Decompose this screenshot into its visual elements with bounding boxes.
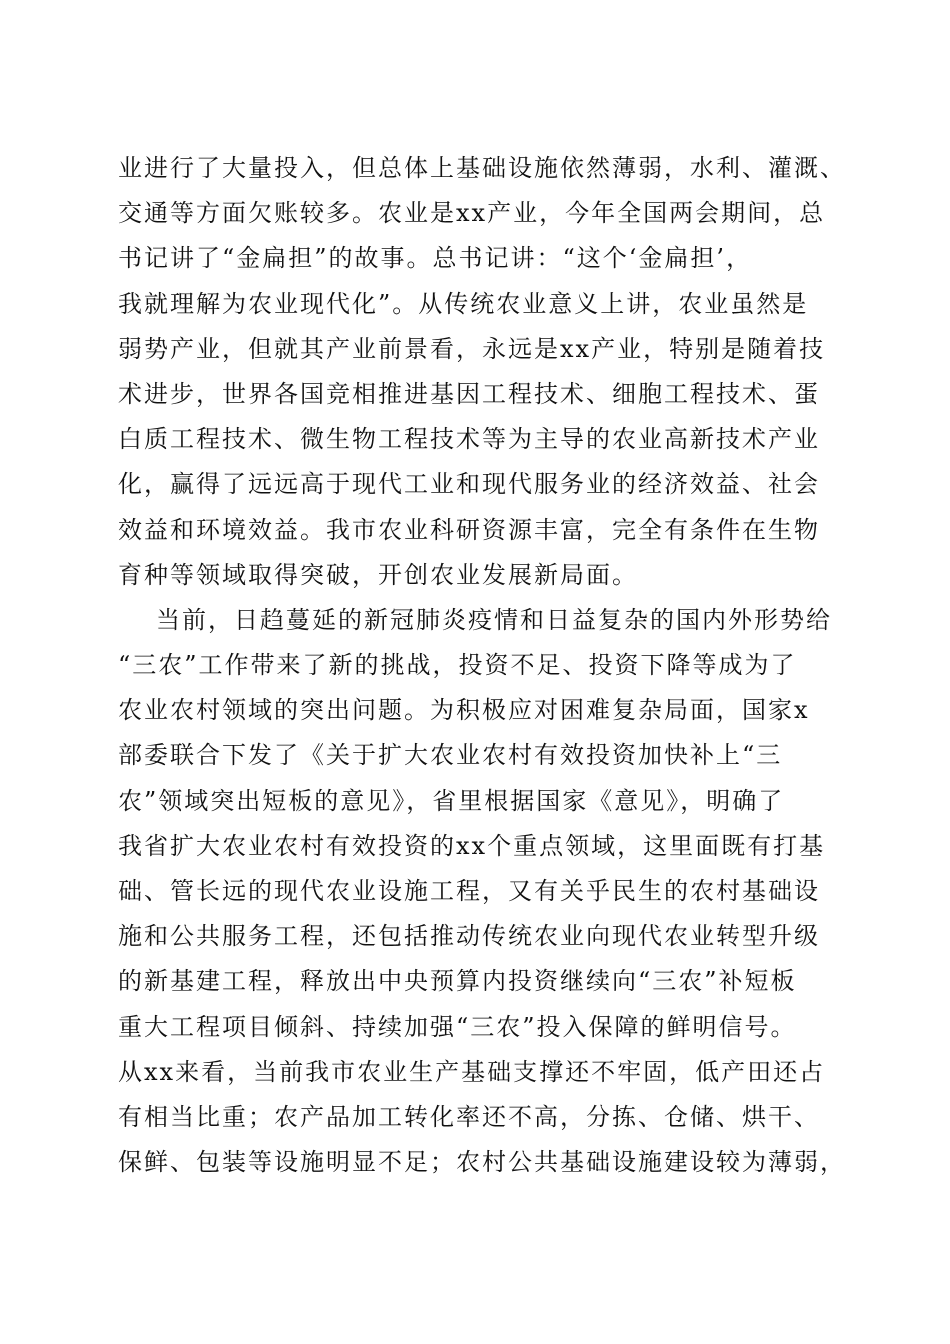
text-line: 从xx来看，当前我市农业生产基础支撑还不牢固，低产田还占 [118,1057,826,1086]
text-line: 弱势产业，但就其产业前景看，永远是xx产业，特别是随着技 [118,334,826,363]
text-line: 农业农村领域的突出问题。为积极应对困难复杂局面，国家x [118,696,810,725]
text-line: 我省扩大农业农村有效投资的xx个重点领域，这里面既有打基 [118,831,826,860]
text-line: 有相当比重；农产品加工转化率还不高，分拣、仓储、烘干、 [118,1102,820,1131]
text-line: 白质工程技术、微生物工程技术等为主导的农业高新技术产业 [118,425,820,454]
text-line: 育种等领域取得突破，开创农业发展新局面。 [118,560,638,589]
text-line: 我就理解为农业现代化”。从传统农业意义上讲，农业虽然是 [118,289,809,318]
text-line: 业进行了大量投入，但总体上基础设施依然薄弱，水利、灌溉、 [118,154,846,182]
text-line: 的新基建工程，释放出中央预算内投资继续向“三农”补短板 [118,967,797,996]
text-line: 术进步，世界各国竞相推进基因工程技术、细胞工程技术、蛋 [118,379,820,408]
text-line: 交通等方面欠账较多。农业是xx产业，今年全国两会期间，总 [118,199,826,228]
text-line: 施和公共服务工程，还包括推动传统农业向现代农业转型升级 [118,922,820,951]
text-line: 保鲜、包装等设施明显不足；农村公共基础设施建设较为薄弱， [118,1148,846,1177]
text-line: 础、管长远的现代农业设施工程，又有关乎民生的农村基础设 [118,877,820,905]
text-line: 化，赢得了远远高于现代工业和现代服务业的经济效益、社会 [118,470,820,499]
text-line: 部委联合下发了《关于扩大农业农村有效投资加快补上“三 [118,741,783,770]
text-line: 效益和环境效益。我市农业科研资源丰富，完全有条件在生物 [118,515,820,544]
text-line: 书记讲了“金扁担”的故事。总书记讲：“这个‘金扁担’， [118,244,753,273]
text-line: “三农”工作带来了新的挑战，投资不足、投资下降等成为了 [118,651,797,680]
body-text [118,146,858,1185]
paragraph-start-line: 当前，日趋蔓延的新冠肺炎疫情和日益复杂的国内外形势给 [156,605,832,634]
text-line: 农”领域突出短板的意见》，省里根据国家《意见》，明确了 [118,786,785,815]
text-line: 重大工程项目倾斜、持续加强“三农”投入保障的鲜明信号。 [118,1012,797,1041]
